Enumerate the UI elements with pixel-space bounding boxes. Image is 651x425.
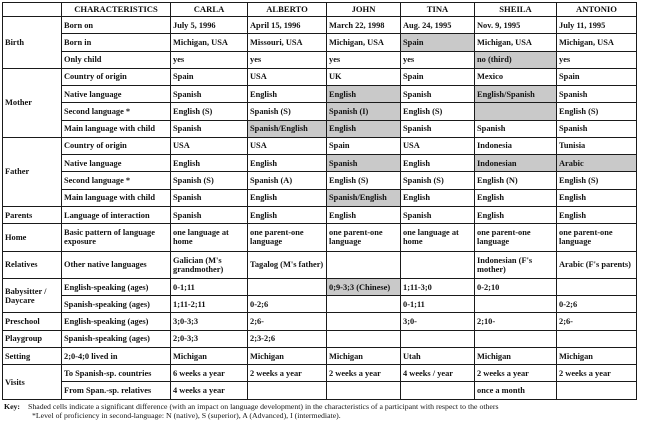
value-cell-tina: English (S) xyxy=(401,103,475,120)
value-cell-antonio: Tunisia xyxy=(557,137,637,154)
value-cell-alberto: USA xyxy=(248,137,327,154)
characteristic-cell: Only child xyxy=(62,51,171,68)
value-cell-sheila: once a month xyxy=(475,382,557,400)
table-row xyxy=(3,172,637,189)
characteristic-cell: Country of origin xyxy=(62,137,171,154)
value-cell-alberto: Spanish (S) xyxy=(248,103,327,120)
value-cell-carla: 2;0-3;3 xyxy=(171,330,248,347)
table-row xyxy=(3,189,637,206)
characteristic-cell: Born in xyxy=(62,34,171,51)
value-cell-sheila: Spanish xyxy=(475,120,557,137)
value-cell-sheila: 2;10- xyxy=(475,313,557,330)
value-cell-carla: Spanish xyxy=(171,86,248,103)
table-row xyxy=(3,251,637,278)
category-father: Father xyxy=(3,137,62,206)
value-cell-john: English (S) xyxy=(327,172,401,189)
characteristic-cell: Born on xyxy=(62,17,171,34)
value-cell-sheila: no (third) xyxy=(475,51,557,68)
value-cell-sheila xyxy=(475,296,557,313)
value-cell-carla: Galician (M's grandmother) xyxy=(171,251,248,278)
value-cell-alberto: 2;3-2;6 xyxy=(248,330,327,347)
participants-characteristics-table xyxy=(2,2,637,400)
header-sheila: SHEILA xyxy=(475,3,557,17)
value-cell-tina: Spanish xyxy=(401,206,475,223)
characteristic-cell: Second language * xyxy=(62,172,171,189)
value-cell-carla: English (S) xyxy=(171,103,248,120)
value-cell-sheila: Michigan, USA xyxy=(475,34,557,51)
value-cell-antonio: Arabic (F's parents) xyxy=(557,251,637,278)
value-cell-alberto: 2;6- xyxy=(248,313,327,330)
value-cell-sheila xyxy=(475,103,557,120)
value-cell-antonio: July 11, 1995 xyxy=(557,17,637,34)
value-cell-tina: English xyxy=(401,189,475,206)
characteristic-cell: Second language * xyxy=(62,103,171,120)
characteristic-cell: Language of interaction xyxy=(62,206,171,223)
value-cell-carla: one language at home xyxy=(171,224,248,251)
table-row xyxy=(3,86,637,103)
value-cell-john: 2 weeks a year xyxy=(327,365,401,382)
value-cell-carla: Spain xyxy=(171,68,248,85)
value-cell-tina xyxy=(401,382,475,400)
value-cell-antonio: 2 weeks a year xyxy=(557,365,637,382)
value-cell-alberto: English xyxy=(248,86,327,103)
category-relatives: Relatives xyxy=(3,251,62,278)
value-cell-sheila: 0-2;10 xyxy=(475,278,557,295)
value-cell-carla: yes xyxy=(171,51,248,68)
value-cell-antonio: Spanish xyxy=(557,86,637,103)
value-cell-tina: Spanish xyxy=(401,120,475,137)
value-cell-john: UK xyxy=(327,68,401,85)
header-antonio: ANTONIO xyxy=(557,3,637,17)
table-row xyxy=(3,206,637,223)
value-cell-tina: 0-1;11 xyxy=(401,296,475,313)
table-row xyxy=(3,34,637,51)
category-home: Home xyxy=(3,224,62,251)
value-cell-alberto: Tagalog (M's father) xyxy=(248,251,327,278)
value-cell-tina: English xyxy=(401,155,475,172)
value-cell-sheila: Michigan xyxy=(475,347,557,364)
category-playgroup: Playgroup xyxy=(3,330,62,347)
table-row xyxy=(3,17,637,34)
value-cell-carla: Spanish xyxy=(171,206,248,223)
value-cell-carla: 4 weeks a year xyxy=(171,382,248,400)
value-cell-alberto: 2 weeks a year xyxy=(248,365,327,382)
value-cell-alberto: USA xyxy=(248,68,327,85)
value-cell-antonio: English (S) xyxy=(557,103,637,120)
table-row xyxy=(3,382,637,400)
table-row xyxy=(3,103,637,120)
value-cell-john: Spanish/English xyxy=(327,189,401,206)
value-cell-antonio: Michigan, USA xyxy=(557,34,637,51)
table-row xyxy=(3,296,637,313)
value-cell-john: Michigan xyxy=(327,347,401,364)
value-cell-carla: 6 weeks a year xyxy=(171,365,248,382)
value-cell-tina: 3;0- xyxy=(401,313,475,330)
key-label: Key: xyxy=(4,402,21,411)
characteristic-cell: Main language with child xyxy=(62,120,171,137)
value-cell-antonio: yes xyxy=(557,51,637,68)
value-cell-antonio xyxy=(557,278,637,295)
value-cell-tina xyxy=(401,251,475,278)
value-cell-tina: Spain xyxy=(401,68,475,85)
characteristic-cell: Other native languages xyxy=(62,251,171,278)
value-cell-alberto: Michigan xyxy=(248,347,327,364)
value-cell-antonio: Michigan xyxy=(557,347,637,364)
value-cell-sheila: Indonesian (F's mother) xyxy=(475,251,557,278)
value-cell-alberto: Missouri, USA xyxy=(248,34,327,51)
value-cell-tina: Utah xyxy=(401,347,475,364)
value-cell-carla: July 5, 1996 xyxy=(171,17,248,34)
table-row xyxy=(3,137,637,154)
value-cell-carla: 0-1;11 xyxy=(171,278,248,295)
value-cell-john xyxy=(327,296,401,313)
table-row xyxy=(3,68,637,85)
table-row xyxy=(3,313,637,330)
value-cell-alberto: April 15, 1996 xyxy=(248,17,327,34)
header-john: JOHN xyxy=(327,3,401,17)
value-cell-sheila: Mexico xyxy=(475,68,557,85)
value-cell-sheila xyxy=(475,330,557,347)
value-cell-john: 0;9-3;3 (Chinese) xyxy=(327,278,401,295)
value-cell-tina: 4 weeks / year xyxy=(401,365,475,382)
category-parents: Parents xyxy=(3,206,62,223)
value-cell-john: Michigan, USA xyxy=(327,34,401,51)
value-cell-antonio: 2;6- xyxy=(557,313,637,330)
key-note xyxy=(4,402,644,420)
characteristic-cell: From Span.-sp. relatives xyxy=(62,382,171,400)
table-body xyxy=(3,17,637,400)
table-row xyxy=(3,278,637,295)
value-cell-tina: Spanish (S) xyxy=(401,172,475,189)
value-cell-alberto: yes xyxy=(248,51,327,68)
table-row xyxy=(3,155,637,172)
characteristic-cell: Native language xyxy=(62,155,171,172)
value-cell-antonio: English xyxy=(557,189,637,206)
value-cell-antonio: Spain xyxy=(557,68,637,85)
value-cell-tina: one language at home xyxy=(401,224,475,251)
characteristic-cell: To Spanish-sp. countries xyxy=(62,365,171,382)
header-corner xyxy=(3,3,62,17)
value-cell-tina: Spanish xyxy=(401,86,475,103)
category-birth: Birth xyxy=(3,17,62,69)
value-cell-sheila: English (N) xyxy=(475,172,557,189)
characteristic-cell: Native language xyxy=(62,86,171,103)
table-row xyxy=(3,365,637,382)
characteristic-cell: Basic pattern of language exposure xyxy=(62,224,171,251)
value-cell-antonio xyxy=(557,330,637,347)
category-setting: Setting xyxy=(3,347,62,364)
value-cell-sheila: English/Spanish xyxy=(475,86,557,103)
table-row xyxy=(3,120,637,137)
value-cell-john: English xyxy=(327,86,401,103)
value-cell-carla: Spanish (S) xyxy=(171,172,248,189)
category-preschool: Preschool xyxy=(3,313,62,330)
value-cell-tina: USA xyxy=(401,137,475,154)
category-visits: Visits xyxy=(3,365,62,400)
value-cell-tina: Spain xyxy=(401,34,475,51)
value-cell-carla: 3;0-3;3 xyxy=(171,313,248,330)
characteristic-cell: Country of origin xyxy=(62,68,171,85)
header-carla: CARLA xyxy=(171,3,248,17)
key-text: Shaded cells indicate a significant difference (with an impact on language development) in the characteristics of a participant with respect to the others xyxy=(28,402,499,411)
value-cell-antonio: one parent-one language xyxy=(557,224,637,251)
header-row xyxy=(3,3,637,17)
value-cell-john: Spanish (I) xyxy=(327,103,401,120)
value-cell-antonio: Arabic xyxy=(557,155,637,172)
value-cell-antonio: 0-2;6 xyxy=(557,296,637,313)
table-row xyxy=(3,347,637,364)
key-line-1 xyxy=(4,402,644,411)
table-row xyxy=(3,330,637,347)
value-cell-carla: Spanish xyxy=(171,120,248,137)
value-cell-sheila: Indonesian xyxy=(475,155,557,172)
value-cell-alberto: 0-2;6 xyxy=(248,296,327,313)
header-characteristics: CHARACTERISTICS xyxy=(62,3,171,17)
header-tina: TINA xyxy=(401,3,475,17)
value-cell-antonio: Spanish xyxy=(557,120,637,137)
value-cell-tina xyxy=(401,330,475,347)
value-cell-sheila: Nov. 9, 1995 xyxy=(475,17,557,34)
value-cell-john: Spanish xyxy=(327,155,401,172)
characteristic-cell: 2;0-4;0 lived in xyxy=(62,347,171,364)
value-cell-alberto: English xyxy=(248,155,327,172)
value-cell-sheila: English xyxy=(475,206,557,223)
value-cell-john: one parent-one language xyxy=(327,224,401,251)
value-cell-john: Spain xyxy=(327,137,401,154)
value-cell-john xyxy=(327,382,401,400)
value-cell-antonio xyxy=(557,382,637,400)
value-cell-alberto: English xyxy=(248,189,327,206)
value-cell-carla: Michigan, USA xyxy=(171,34,248,51)
value-cell-john xyxy=(327,251,401,278)
value-cell-antonio: English xyxy=(557,206,637,223)
value-cell-john xyxy=(327,313,401,330)
value-cell-sheila: 2 weeks a year xyxy=(475,365,557,382)
value-cell-john: English xyxy=(327,206,401,223)
value-cell-carla: 1;11-2;11 xyxy=(171,296,248,313)
category-babysitter-daycare: Babysitter / Daycare xyxy=(3,278,62,313)
characteristic-cell: Spanish-speaking (ages) xyxy=(62,330,171,347)
value-cell-sheila: one parent-one language xyxy=(475,224,557,251)
value-cell-john: March 22, 1998 xyxy=(327,17,401,34)
value-cell-carla: English xyxy=(171,155,248,172)
value-cell-alberto xyxy=(248,278,327,295)
value-cell-tina: yes xyxy=(401,51,475,68)
value-cell-alberto: English xyxy=(248,206,327,223)
table-row xyxy=(3,224,637,251)
value-cell-tina: 1;11-3;0 xyxy=(401,278,475,295)
value-cell-alberto: Spanish (A) xyxy=(248,172,327,189)
value-cell-tina: Aug. 24, 1995 xyxy=(401,17,475,34)
value-cell-john xyxy=(327,330,401,347)
value-cell-alberto: Spanish/English xyxy=(248,120,327,137)
value-cell-john: English xyxy=(327,120,401,137)
value-cell-sheila: English xyxy=(475,189,557,206)
value-cell-carla: Spanish xyxy=(171,189,248,206)
value-cell-carla: USA xyxy=(171,137,248,154)
header-alberto: ALBERTO xyxy=(248,3,327,17)
key-line-2: *Level of proficiency in second-language: N (native), S (superior), A (Advanced), I (intermediate). xyxy=(32,411,341,420)
characteristic-cell: English-speaking (ages) xyxy=(62,313,171,330)
value-cell-sheila: Indonesia xyxy=(475,137,557,154)
value-cell-carla: Michigan xyxy=(171,347,248,364)
value-cell-alberto xyxy=(248,382,327,400)
characteristic-cell: Spanish-speaking (ages) xyxy=(62,296,171,313)
category-mother: Mother xyxy=(3,68,62,137)
characteristic-cell: English-speaking (ages) xyxy=(62,278,171,295)
value-cell-alberto: one parent-one language xyxy=(248,224,327,251)
value-cell-john: yes xyxy=(327,51,401,68)
table-row xyxy=(3,51,637,68)
characteristic-cell: Main language with child xyxy=(62,189,171,206)
value-cell-antonio: English (S) xyxy=(557,172,637,189)
